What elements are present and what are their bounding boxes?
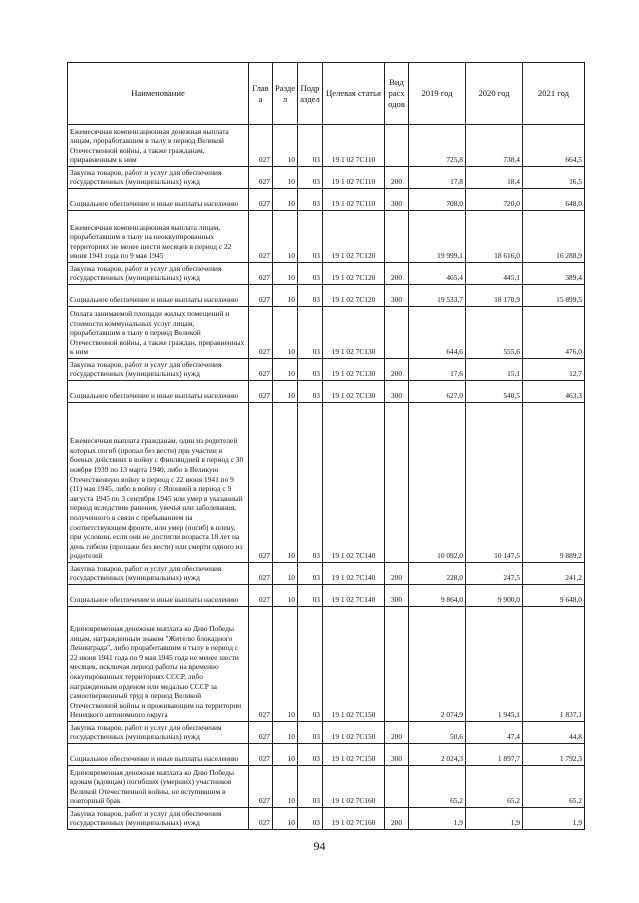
cell-name: Единовременная денежная выплата ко Дню Победы вдовам (вдовцам) погибших (умерших) участников Великой Отечественной войны, не вступившим в повторный брак: [68, 766, 249, 808]
cell-y2020: 1 897,7: [466, 744, 523, 766]
cell-razdel: 10: [273, 403, 298, 563]
cell-y2021: 476,0: [523, 307, 585, 359]
cell-razdel: 10: [273, 263, 298, 285]
cell-y2020: 445,1: [466, 263, 523, 285]
header-2020: 2020 год: [466, 63, 523, 125]
header-article: Целевая статья: [323, 63, 385, 125]
cell-glava: 027: [249, 585, 273, 607]
cell-glava: 027: [249, 167, 273, 189]
table-row: [68, 808, 585, 830]
cell-y2021: 16 288,9: [523, 211, 585, 263]
cell-y2019: 19 999,1: [409, 211, 466, 263]
cell-article: 19 1 02 7С130: [323, 381, 385, 403]
cell-name: Закупка товаров, работ и услуг для обеспечения государственных (муниципальных) нужд: [68, 167, 249, 189]
table-header-row: [68, 63, 585, 125]
cell-podrazdel: 03: [298, 285, 323, 307]
cell-y2019: 1,9: [409, 808, 466, 830]
cell-name: Закупка товаров, работ и услуг для обеспечения государственных (муниципальных) нужд: [68, 808, 249, 830]
cell-glava: 027: [249, 263, 273, 285]
cell-y2019: 65,2: [409, 766, 466, 808]
cell-y2020: 18,4: [466, 167, 523, 189]
cell-article: 19 1 02 7С160: [323, 808, 385, 830]
table-row: [68, 607, 585, 722]
cell-y2019: 2 024,3: [409, 744, 466, 766]
table-row: [68, 211, 585, 263]
cell-y2021: 16,5: [523, 167, 585, 189]
header-2019: 2019 год: [409, 63, 466, 125]
cell-vid: [385, 607, 409, 722]
cell-y2019: 627,0: [409, 381, 466, 403]
cell-article: 19 1 02 7С130: [323, 359, 385, 381]
table-body: [68, 125, 585, 830]
cell-razdel: 10: [273, 125, 298, 167]
cell-y2021: 44,8: [523, 722, 585, 744]
cell-podrazdel: 03: [298, 359, 323, 381]
cell-glava: 027: [249, 189, 273, 211]
cell-name: Закупка товаров, работ и услуг для обеспечения государственных (муниципальных) нужд: [68, 563, 249, 585]
table-row: [68, 263, 585, 285]
cell-razdel: 10: [273, 585, 298, 607]
table-row: [68, 285, 585, 307]
cell-name: Единовременная денежная выплата ко Дню Победы лицам, награжденным знаком "Жителю блокадного Ленинграда", либо проработавшим в тылу в период с 22 июня 1941 года по 9 мая 1945 года не менее шести месяцев, исключая период работы на временно оккупированных территориях СССР, либо награжденным орденом или медалью СССР за самоотверженный труд в период Великой Отечественной войны и проживающим на территории Ненецкого автономного округа: [68, 607, 249, 722]
cell-razdel: 10: [273, 167, 298, 189]
cell-vid: 200: [385, 563, 409, 585]
cell-podrazdel: 03: [298, 585, 323, 607]
cell-name: Ежемесячная компенсационная денежная выплата лицам, проработавшим в тылу в период Великой Отечественной войны, а также гражданам, приравненным к ним: [68, 125, 249, 167]
cell-y2020: 18 170,9: [466, 285, 523, 307]
cell-y2020: 540,5: [466, 381, 523, 403]
cell-article: 19 1 02 7С150: [323, 607, 385, 722]
cell-glava: 027: [249, 359, 273, 381]
cell-y2019: 17,8: [409, 167, 466, 189]
cell-razdel: 10: [273, 744, 298, 766]
cell-podrazdel: 03: [298, 563, 323, 585]
cell-podrazdel: 03: [298, 381, 323, 403]
table-row: [68, 722, 585, 744]
header-name: Наименование: [68, 63, 249, 125]
cell-name: Социальное обеспечение и иные выплаты населению: [68, 189, 249, 211]
table-row: [68, 585, 585, 607]
cell-y2021: 463,3: [523, 381, 585, 403]
cell-name: Ежемесячная выплата гражданам, один из родителей которых погиб (пропал без вести) при участии в боевых действиях в войну с Финляндией в период с 30 ноября 1939 по 13 марта 1940, либо в Великую Отечественную войну в период с 22 июня 1941 по 9 (11) мая 1945, либо в войну с Японией в период с 9 августа 1945 по 3 сентября 1945 или умер в указанный период вследствие ранения, увечья или заболевания, полученного в связи с пребыванием на соответствующем фронте, или умер (погиб) в плену, при условии, если они не достигли возраста 18 лет на день гибели (пропажи без вести) или смерти одного из родителей: [68, 403, 249, 563]
cell-vid: 200: [385, 808, 409, 830]
cell-vid: [385, 403, 409, 563]
cell-podrazdel: 03: [298, 211, 323, 263]
cell-name: Социальное обеспечение и иные выплаты населению: [68, 744, 249, 766]
table-row: [68, 359, 585, 381]
table-row: [68, 563, 585, 585]
cell-y2021: 9 648,0: [523, 585, 585, 607]
cell-article: 19 1 02 7С120: [323, 211, 385, 263]
cell-y2019: 19 533,7: [409, 285, 466, 307]
header-podrazdel: Подр аздел: [298, 63, 323, 125]
cell-name: Оплата занимаемой площади жилых помещений и стоимости коммунальных услуг лицам, проработавшим в тылу в период Великой Отечественной войны, а также граждан, приравненных к ним: [68, 307, 249, 359]
page-number: 94: [313, 839, 326, 853]
table-row: [68, 766, 585, 808]
cell-podrazdel: 03: [298, 808, 323, 830]
cell-y2019: 644,6: [409, 307, 466, 359]
cell-vid: [385, 307, 409, 359]
cell-name: Ежемесячная компенсационная выплата лицам, проработавшим в тылу на неоккупированных территориях не менее шести месяцев в период с 22 июня 1941 года по 9 мая 1945: [68, 211, 249, 263]
cell-glava: 027: [249, 808, 273, 830]
cell-y2021: 1 837,1: [523, 607, 585, 722]
cell-article: 19 1 02 7С120: [323, 285, 385, 307]
cell-vid: 300: [385, 381, 409, 403]
cell-y2020: 555,6: [466, 307, 523, 359]
cell-glava: 027: [249, 403, 273, 563]
cell-glava: 027: [249, 125, 273, 167]
cell-podrazdel: 03: [298, 766, 323, 808]
cell-name: Закупка товаров, работ и услуг для обеспечения государственных (муниципальных) нужд: [68, 359, 249, 381]
cell-vid: 200: [385, 722, 409, 744]
cell-razdel: 10: [273, 381, 298, 403]
cell-vid: 300: [385, 744, 409, 766]
cell-y2021: 12,7: [523, 359, 585, 381]
cell-y2020: 247,5: [466, 563, 523, 585]
cell-glava: 027: [249, 211, 273, 263]
cell-article: 19 1 02 7С130: [323, 307, 385, 359]
cell-y2021: 1 792,3: [523, 744, 585, 766]
cell-glava: 027: [249, 563, 273, 585]
cell-glava: 027: [249, 307, 273, 359]
header-razdel: Разде л: [273, 63, 298, 125]
table-row: [68, 189, 585, 211]
cell-name: Социальное обеспечение и иные выплаты населению: [68, 285, 249, 307]
cell-y2021: 15 899,5: [523, 285, 585, 307]
cell-article: 19 1 02 7С140: [323, 563, 385, 585]
cell-name: Закупка товаров, работ и услуг для обеспечения государственных (муниципальных) нужд: [68, 263, 249, 285]
cell-podrazdel: 03: [298, 744, 323, 766]
cell-y2021: 241,2: [523, 563, 585, 585]
cell-razdel: 10: [273, 359, 298, 381]
cell-y2020: 1 945,1: [466, 607, 523, 722]
cell-article: 19 1 02 7С120: [323, 263, 385, 285]
table-row: [68, 125, 585, 167]
cell-podrazdel: 03: [298, 722, 323, 744]
cell-razdel: 10: [273, 189, 298, 211]
cell-y2021: 65,2: [523, 766, 585, 808]
cell-razdel: 10: [273, 607, 298, 722]
budget-table: [67, 62, 585, 830]
cell-glava: 027: [249, 381, 273, 403]
cell-vid: 300: [385, 585, 409, 607]
cell-article: 19 1 02 7С110: [323, 189, 385, 211]
cell-article: 19 1 02 7С140: [323, 585, 385, 607]
cell-razdel: 10: [273, 766, 298, 808]
cell-y2020: 10 147,5: [466, 403, 523, 563]
cell-y2020: 720,0: [466, 189, 523, 211]
cell-vid: 200: [385, 263, 409, 285]
cell-name: Социальное обеспечение и иные выплаты населению: [68, 381, 249, 403]
cell-razdel: 10: [273, 563, 298, 585]
cell-y2020: 1,9: [466, 808, 523, 830]
cell-article: 19 1 02 7С140: [323, 403, 385, 563]
cell-vid: 200: [385, 167, 409, 189]
cell-vid: [385, 125, 409, 167]
cell-y2020: 47,4: [466, 722, 523, 744]
cell-y2021: 648,0: [523, 189, 585, 211]
cell-razdel: 10: [273, 808, 298, 830]
cell-y2020: 9 900,0: [466, 585, 523, 607]
cell-y2019: 17,6: [409, 359, 466, 381]
cell-y2019: 10 092,0: [409, 403, 466, 563]
cell-glava: 027: [249, 607, 273, 722]
cell-podrazdel: 03: [298, 167, 323, 189]
cell-article: 19 1 02 7С150: [323, 744, 385, 766]
cell-article: 19 1 02 7С160: [323, 766, 385, 808]
cell-podrazdel: 03: [298, 189, 323, 211]
header-vid: Вид расх одов: [385, 63, 409, 125]
cell-y2020: 65,2: [466, 766, 523, 808]
table-row: [68, 744, 585, 766]
cell-y2021: 664,5: [523, 125, 585, 167]
cell-article: 19 1 02 7С110: [323, 167, 385, 189]
cell-article: 19 1 02 7С110: [323, 125, 385, 167]
cell-y2019: 725,8: [409, 125, 466, 167]
cell-y2019: 9 864,0: [409, 585, 466, 607]
cell-glava: 027: [249, 766, 273, 808]
cell-name: Закупка товаров, работ и услуг для обеспечения государственных (муниципальных) нужд: [68, 722, 249, 744]
cell-y2019: 228,0: [409, 563, 466, 585]
cell-y2020: 15,1: [466, 359, 523, 381]
cell-vid: [385, 211, 409, 263]
table-row: [68, 307, 585, 359]
cell-y2019: 50,6: [409, 722, 466, 744]
cell-vid: 300: [385, 189, 409, 211]
cell-glava: 027: [249, 722, 273, 744]
cell-razdel: 10: [273, 307, 298, 359]
cell-podrazdel: 03: [298, 125, 323, 167]
cell-vid: 200: [385, 359, 409, 381]
table-row: [68, 381, 585, 403]
cell-y2021: 9 889,2: [523, 403, 585, 563]
cell-name: Социальное обеспечение и иные выплаты населению: [68, 585, 249, 607]
cell-razdel: 10: [273, 285, 298, 307]
header-2021: 2021 год: [523, 63, 585, 125]
cell-razdel: 10: [273, 211, 298, 263]
cell-y2021: 1,9: [523, 808, 585, 830]
cell-y2019: 2 074,9: [409, 607, 466, 722]
table-row: [68, 403, 585, 563]
cell-razdel: 10: [273, 722, 298, 744]
cell-y2020: 18 616,0: [466, 211, 523, 263]
cell-article: 19 1 02 7С150: [323, 722, 385, 744]
cell-podrazdel: 03: [298, 403, 323, 563]
cell-podrazdel: 03: [298, 607, 323, 722]
cell-y2020: 738,4: [466, 125, 523, 167]
cell-podrazdel: 03: [298, 307, 323, 359]
header-glava: Глав а: [249, 63, 273, 125]
cell-y2021: 389,4: [523, 263, 585, 285]
cell-y2019: 708,0: [409, 189, 466, 211]
cell-vid: [385, 766, 409, 808]
cell-glava: 027: [249, 744, 273, 766]
cell-vid: 300: [385, 285, 409, 307]
cell-podrazdel: 03: [298, 263, 323, 285]
cell-glava: 027: [249, 285, 273, 307]
cell-y2019: 465,4: [409, 263, 466, 285]
table-row: [68, 167, 585, 189]
